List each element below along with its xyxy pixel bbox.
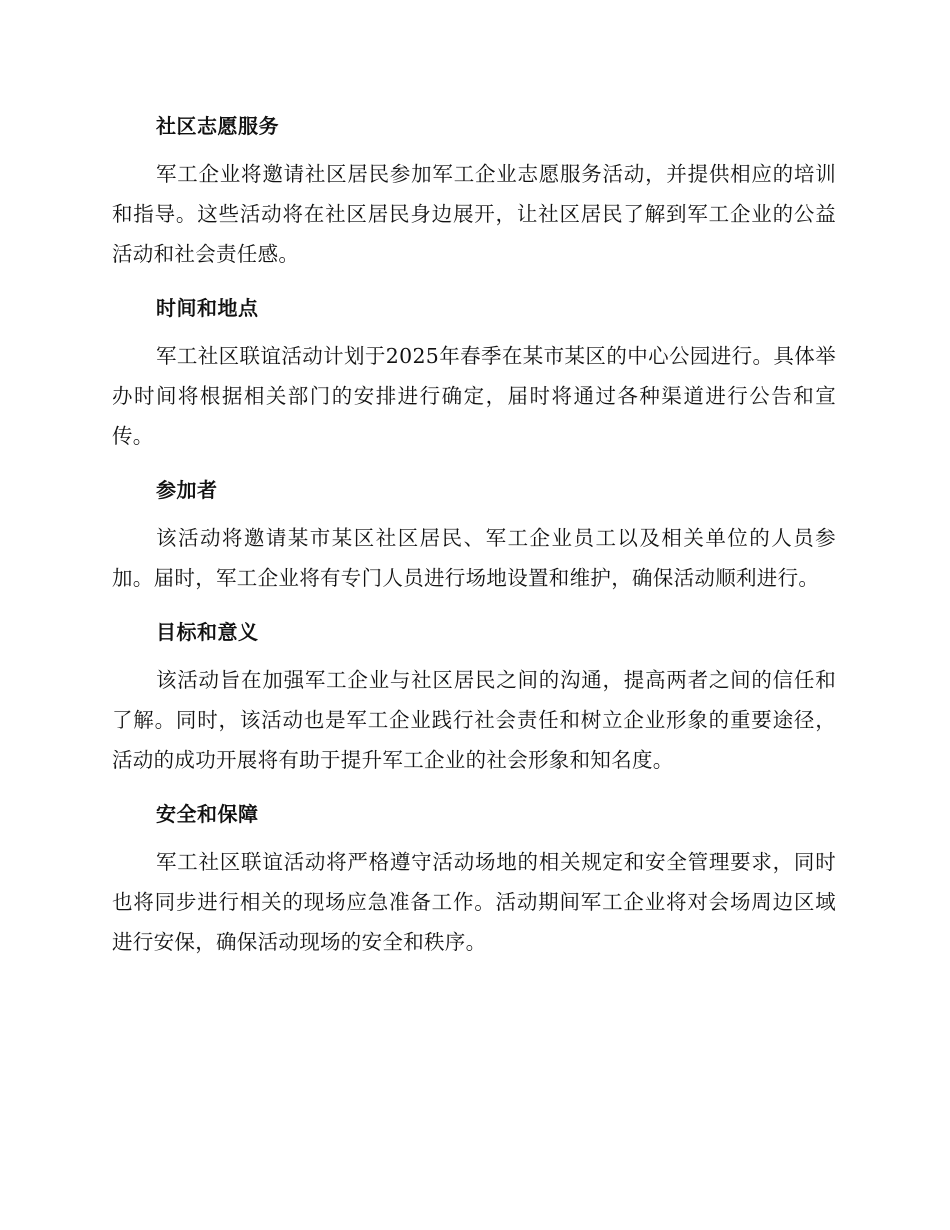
section-safety-security [112, 798, 836, 962]
section-heading: 安全和保障 [156, 802, 259, 826]
section-paragraph: 该活动将邀请某市某区社区居民、军工企业员工以及相关单位的人员参加。届时，军工企业将有专门人员进行场地设置和维护，确保活动顺利进行。 [112, 526, 836, 590]
section-paragraph: 军工社区联谊活动计划于2025年春季在某市某区的中心公园进行。具体举办时间将根据相关部门的安排进行确定，届时将通过各种渠道进行公告和宣传。 [112, 344, 836, 448]
document-body [112, 110, 836, 980]
section-heading: 时间和地点 [156, 296, 259, 320]
section-time-location [112, 292, 836, 456]
section-heading: 目标和意义 [156, 620, 259, 644]
section-paragraph: 军工社区联谊活动将严格遵守活动场地的相关规定和安全管理要求，同时也将同步进行相关的现场应急准备工作。活动期间军工企业将对会场周边区域进行安保，确保活动现场的安全和秩序。 [112, 850, 836, 954]
section-paragraph: 该活动旨在加强军工企业与社区居民之间的沟通，提高两者之间的信任和了解。同时，该活动也是军工企业践行社会责任和树立企业形象的重要途径，活动的成功开展将有助于提升军工企业的社会形象和知名度。 [112, 668, 836, 772]
section-heading: 参加者 [156, 478, 218, 502]
section-goals-significance [112, 616, 836, 780]
section-paragraph: 军工企业将邀请社区居民参加军工企业志愿服务活动，并提供相应的培训和指导。这些活动将在社区居民身边展开，让社区居民了解到军工企业的公益活动和社会责任感。 [112, 162, 836, 266]
section-participants [112, 474, 836, 598]
section-heading: 社区志愿服务 [156, 114, 279, 138]
section-community-volunteer [112, 110, 836, 274]
